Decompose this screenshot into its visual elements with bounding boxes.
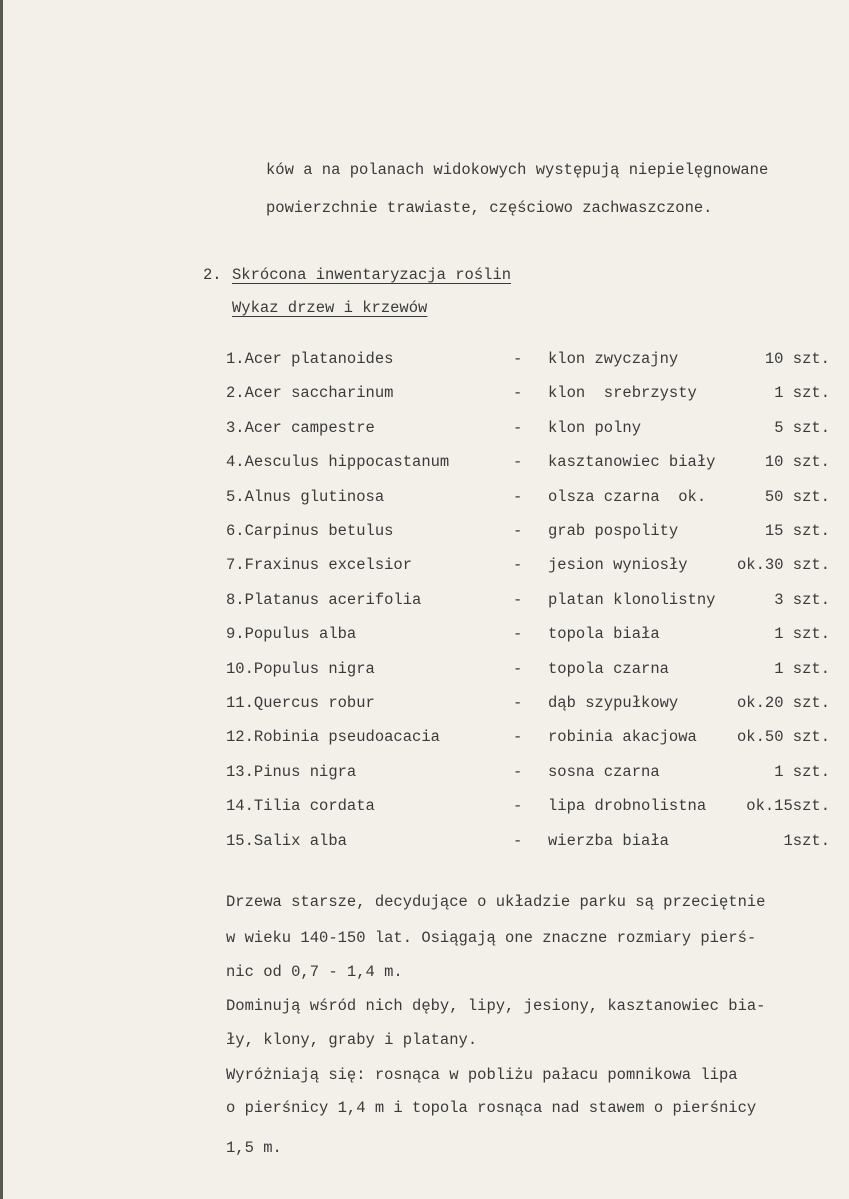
latin-name: 12.Robinia pseudoacacia [226, 728, 440, 747]
count: 5 szt. [774, 418, 830, 437]
latin-name: 14.Tilia cordata [226, 797, 375, 816]
count: 1 szt. [774, 625, 830, 644]
common-name: olsza czarna ok. [548, 487, 707, 506]
dash: - [513, 694, 523, 712]
latin-name: 5.Alnus glutinosa [226, 487, 385, 506]
dash: - [513, 590, 523, 609]
tree-row [226, 384, 830, 408]
count: 50 szt. [764, 487, 830, 506]
dash: - [513, 659, 523, 678]
section-title: Skrócona inwentaryzacja roślin [232, 266, 512, 284]
dash: - [513, 556, 523, 575]
tree-row [226, 797, 830, 821]
count: 1 szt. [774, 762, 830, 781]
dash: - [513, 728, 523, 747]
body-line: Wyróżniają się: rosnąca w pobliżu pałacu pomnikowa lipa [226, 1066, 738, 1084]
common-name: dąb szypułkowy [548, 694, 679, 712]
tree-row [226, 694, 830, 718]
body-line: Drzewa starsze, decydujące o układzie parku są przeciętnie [226, 893, 766, 911]
common-name: sosna czarna [548, 762, 660, 781]
tree-row [226, 625, 830, 649]
common-name: lipa drobnolistna [548, 797, 707, 816]
latin-name: 7.Fraxinus excelsior [226, 556, 413, 575]
tree-row [226, 350, 830, 374]
intro-line-1: ków a na polanach widokowych występują niepielęgnowane [266, 161, 769, 179]
count: 1 szt. [774, 659, 830, 678]
body-line: o pierśnicy 1,4 m i topola rosnąca nad stawem o pierśnicy [226, 1099, 757, 1117]
count: 1szt. [783, 831, 830, 850]
count: ok.30 szt. [736, 556, 830, 575]
dash: - [513, 487, 523, 506]
intro-line-2: powierzchnie trawiaste, częściowo zachwaszczone. [266, 199, 713, 217]
count: ok.20 szt. [736, 694, 830, 712]
tree-row [226, 556, 830, 580]
common-name: kasztanowiec biały [548, 453, 716, 472]
common-name: wierzba biała [548, 831, 669, 850]
latin-name: 9.Populus alba [226, 625, 357, 644]
section-number: 2. [203, 266, 222, 284]
body-line: nic od 0,7 - 1,4 m. [226, 963, 403, 981]
common-name: robinia akacjowa [548, 728, 697, 747]
latin-name: 10.Populus nigra [226, 659, 375, 678]
count: 10 szt. [764, 350, 830, 368]
count: ok.50 szt. [736, 728, 830, 747]
dash: - [513, 762, 523, 781]
count: 15 szt. [764, 522, 830, 540]
latin-name: 4.Aesculus hippocastanum [226, 453, 450, 472]
body-line: w wieku 140-150 lat. Osiągają one znaczne rozmiary pierś- [226, 929, 757, 947]
count: 1 szt. [774, 384, 830, 403]
dash: - [513, 350, 523, 368]
common-name: topola czarna [548, 659, 669, 678]
body-line: Dominują wśród nich dęby, lipy, jesiony, kasztanowiec bia- [226, 997, 766, 1015]
tree-row [226, 591, 830, 615]
tree-row [226, 488, 830, 512]
tree-row [226, 660, 830, 684]
dash: - [513, 831, 523, 850]
section-subtitle: Wykaz drzew i krzewów [232, 299, 428, 317]
count: 3 szt. [774, 590, 830, 609]
dash: - [513, 522, 523, 540]
latin-name: 6.Carpinus betulus [226, 522, 394, 540]
common-name: klon srebrzysty [548, 384, 697, 403]
tree-row [226, 522, 830, 546]
count: 10 szt. [764, 453, 830, 472]
count: ok.15szt. [746, 797, 830, 816]
tree-row [226, 419, 830, 443]
latin-name: 8.Platanus acerifolia [226, 590, 422, 609]
dash: - [513, 384, 523, 403]
dash: - [513, 625, 523, 644]
latin-name: 13.Pinus nigra [226, 762, 357, 781]
common-name: klon polny [548, 418, 642, 437]
tree-row [226, 453, 830, 477]
body-line: ły, klony, graby i platany. [226, 1031, 478, 1049]
common-name: topola biała [548, 625, 660, 644]
tree-row [226, 728, 830, 752]
latin-name: 15.Salix alba [226, 831, 347, 850]
dash: - [513, 418, 523, 437]
tree-row [226, 763, 830, 787]
common-name: platan klonolistny [548, 590, 716, 609]
latin-name: 1.Acer platanoides [226, 350, 394, 368]
common-name: klon zwyczajny [548, 350, 679, 368]
common-name: grab pospolity [548, 522, 679, 540]
body-line: 1,5 m. [226, 1139, 282, 1157]
dash: - [513, 453, 523, 472]
page-edge [0, 0, 3, 1199]
dash: - [513, 797, 523, 816]
latin-name: 3.Acer campestre [226, 418, 375, 437]
tree-row [226, 832, 830, 856]
common-name: jesion wyniosły [548, 556, 688, 575]
latin-name: 2.Acer saccharinum [226, 384, 394, 403]
latin-name: 11.Quercus robur [226, 694, 375, 712]
